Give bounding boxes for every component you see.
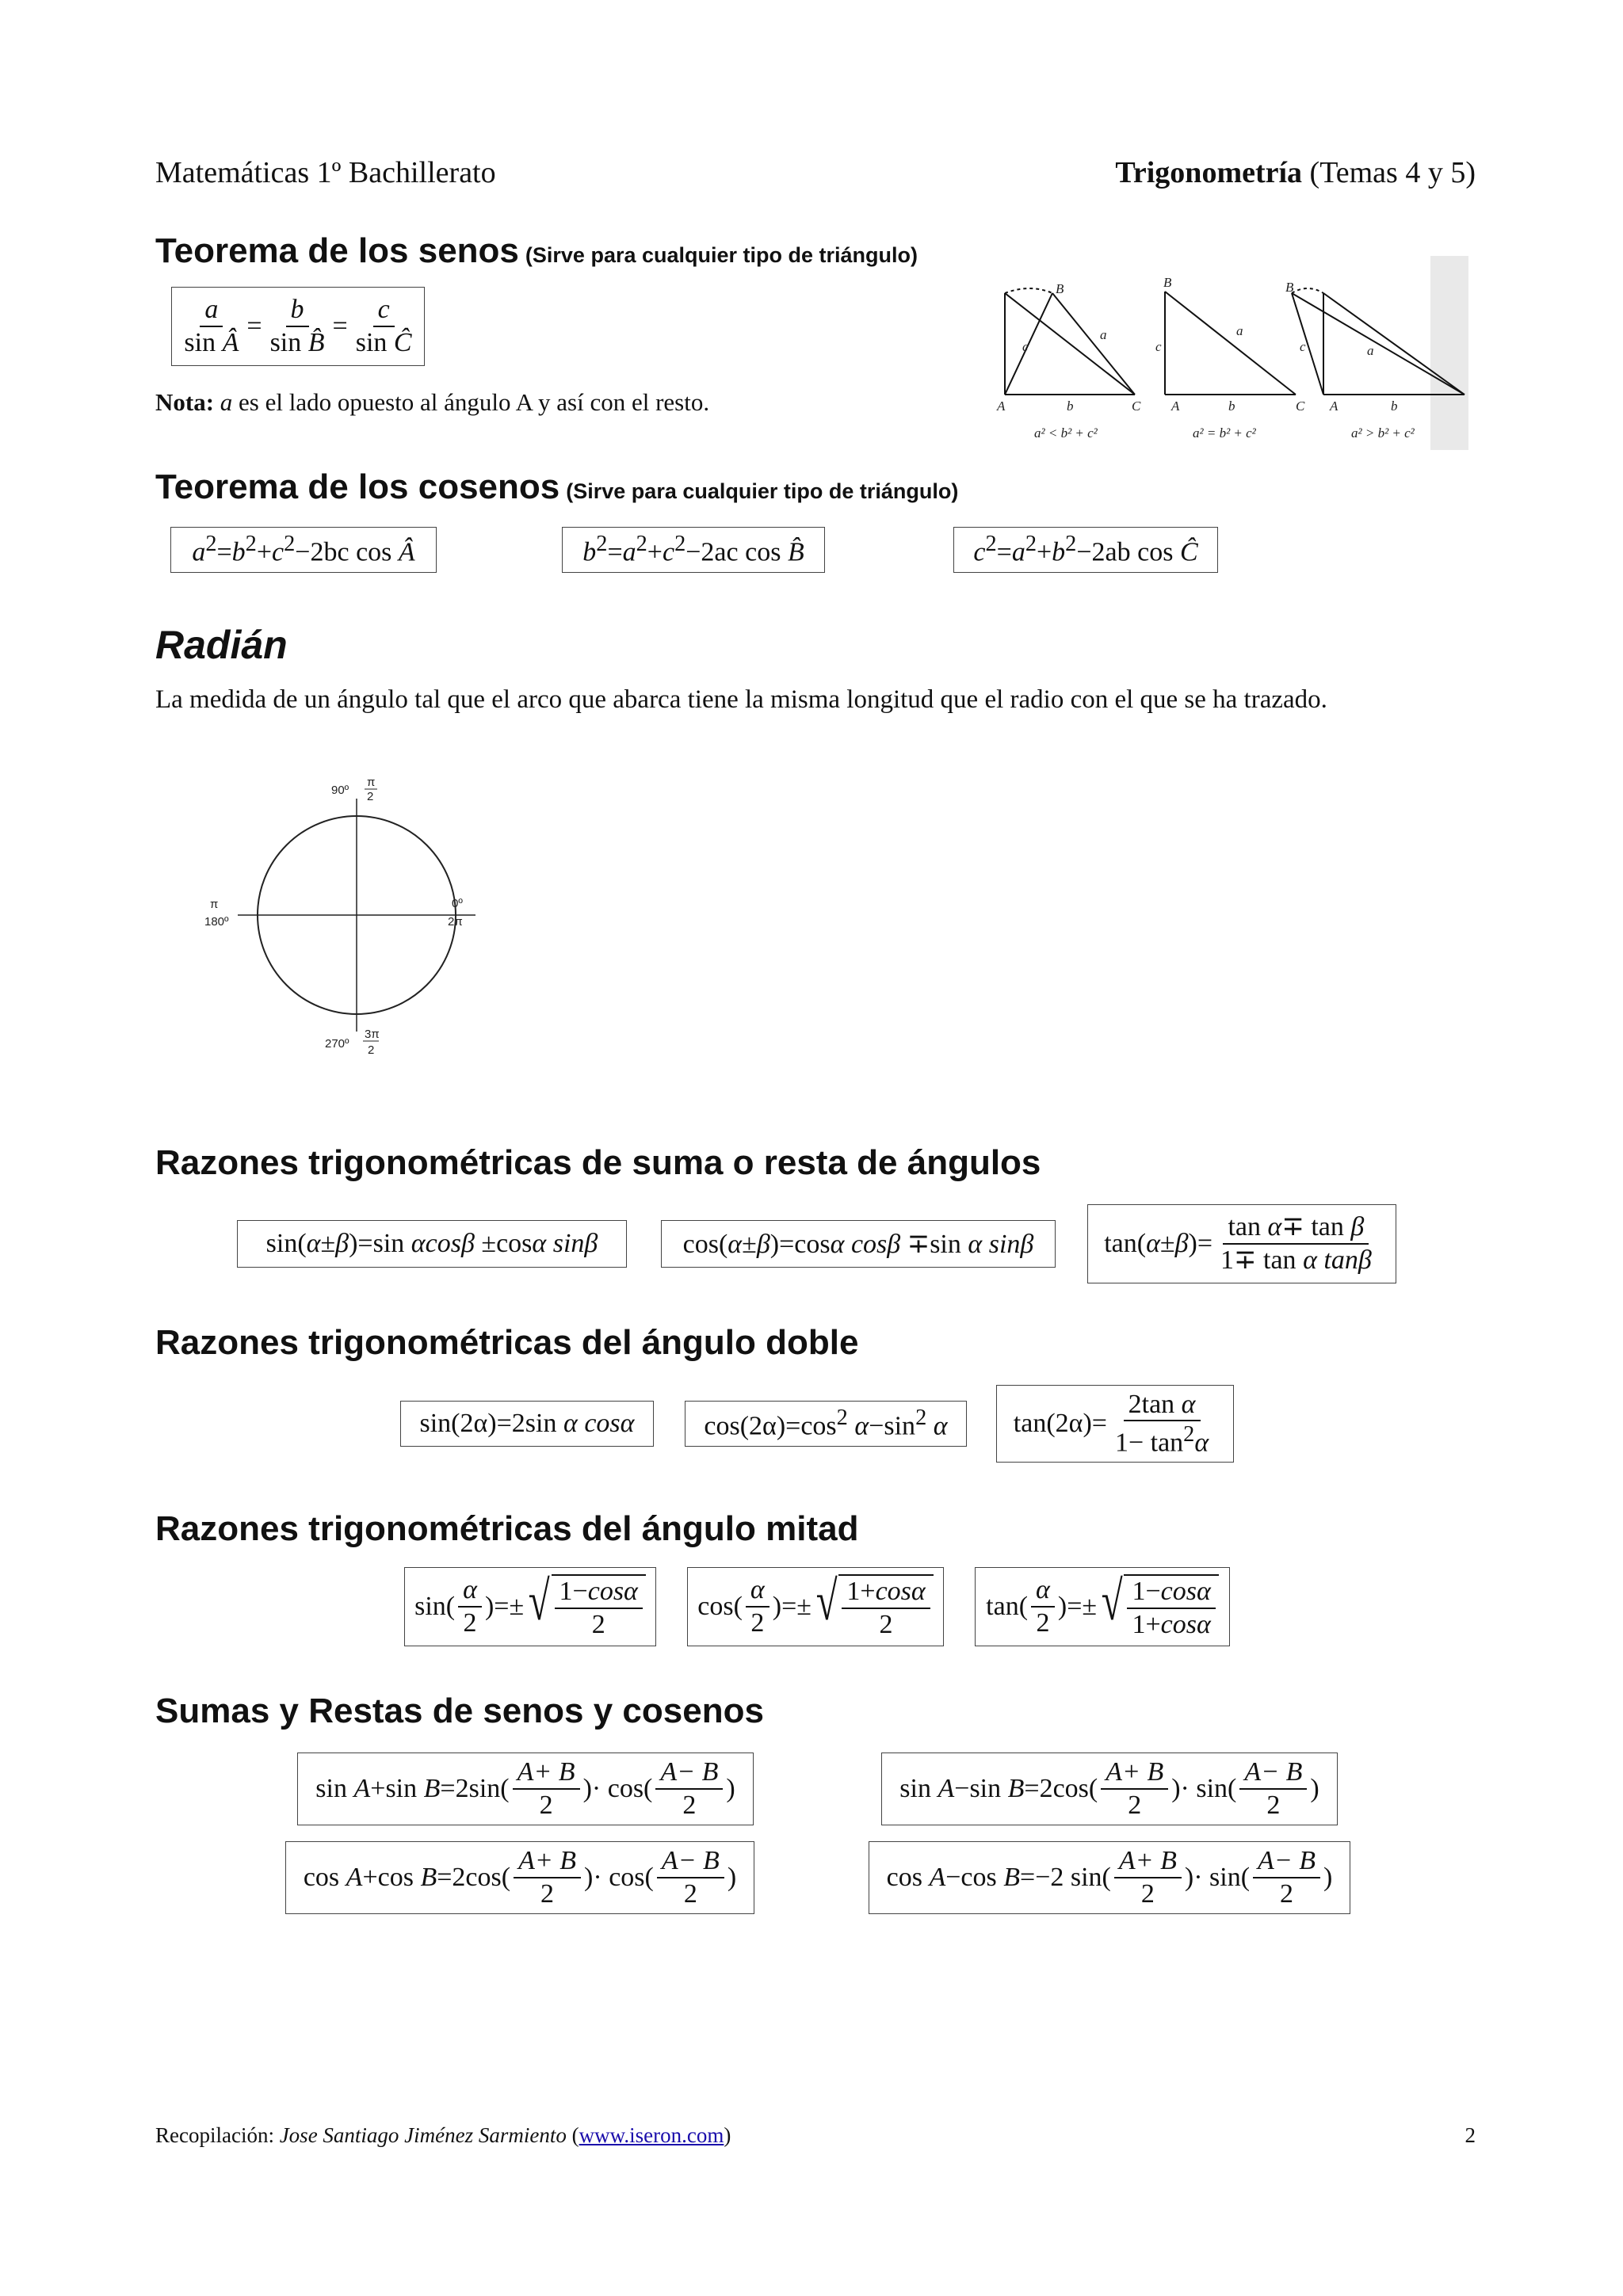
triangles-figure [991,252,1470,454]
section-title-radian: Radián [155,623,288,667]
footer-author: Jose Santiago Jiménez Sarmiento [279,2123,567,2147]
formula-cosA-plus-cosB: cos A+cos B=2cos( $\frac{A+ B}{2}$ )· cos( $\frac{A- B}{2}$ ) [285,1841,754,1914]
circle-label-2pi: 2π [448,915,463,929]
header-topics: (Temas 4 y 5) [1302,156,1476,189]
section-title-doble: Razones trigonométricas del ángulo doble [155,1323,859,1362]
formula-tan-half: tan( $\frac{\alpha}{2}$ )=± √ $\frac{1-\cos\alpha}{1+\cos\alpha}$ [975,1567,1230,1646]
section-title-sumas-restas: Sumas y Restas de senos y cosenos [155,1691,764,1730]
page-number: 2 [1465,2123,1476,2147]
formula-tan-double: tan(2α)= $\frac{\text{2tan α}}{1- \tan^2\alpha}$ [996,1385,1234,1463]
unit-circle-figure [190,769,531,1062]
tri3-label-a: a [1367,343,1374,358]
senos-title: Teorema de los senos [155,231,519,270]
nota-text: es el lado opuesto al ángulo A y así con el resto. [232,388,710,416]
footer-prefix: Recopilación: [155,2123,280,2147]
formula-sin-double: sin(2α)=2sin α cosα [400,1401,654,1447]
circle-label-3pi-half-num: 3π [365,1028,380,1041]
formula-cosA-minus-cosB: cos A−cos B=−2 sin( $\frac{A+ B}{2}$ )· sin( $\frac{A- B}{2}$ ) [869,1841,1350,1914]
radian-definition: La medida de un ángulo tal que el arco que abarca tiene la misma longitud que el radio con el que se ha trazado. [155,685,1327,714]
section-title-cosenos [155,467,958,507]
tri2-caption: a² = b² + c² [1193,425,1256,441]
cosenos-title: Teorema de los cosenos [155,467,560,506]
circle-label-3pi-half-den: 2 [368,1043,375,1057]
formula-sinA-minus-sinB: sin A−sin B=2cos( $\frac{A+ B}{2}$ )· sin( $\frac{A- B}{2}$ ) [881,1753,1338,1825]
circle-label-0deg: 0º [452,897,463,910]
formula-sinA-plus-sinB: sin A+sin B=2sin( $\frac{A+ B}{2}$ )· cos( $\frac{A- B}{2}$ ) [297,1753,754,1825]
circle-label-pi: π [210,898,219,911]
formula-cosine-b: $b^2=a^2+c^2-2ac$ cos B̂ [562,527,825,573]
nota-label: Nota: [155,388,215,416]
tri1-label-b: b [1067,399,1074,414]
senos-subtitle: (Sirve para cualquier tipo de triángulo) [525,243,918,267]
circle-label-pi-half-den: 2 [367,790,374,803]
tri1-label-c: c [1022,339,1029,354]
section-title-suma: Razones trigonométricas de suma o resta de ángulos [155,1143,1041,1182]
header-left: Matemáticas 1º Bachillerato [155,156,496,189]
cosenos-subtitle: (Sirve para cualquier tipo de triángulo) [566,479,959,503]
tri3-label-c: c [1300,339,1306,354]
formula-tan-sum: tan(α±β)= $\frac{\text{tan α∓ tan β}}{\text{1∓ tan α tanβ}}$ [1087,1204,1396,1283]
circle-label-90deg: 90º [331,784,349,797]
header-right [1115,155,1476,190]
tri2-label-C: C [1296,399,1305,414]
tri2-label-A: A [1171,399,1180,414]
tri1-label-A: A [997,399,1006,414]
tri1-label-C: C [1132,399,1141,414]
footer-paren-close: ) [724,2123,731,2147]
footer-credit [155,2123,731,2148]
section-title-senos [155,231,918,271]
formula-cos-sum: cos(α±β)=cosα cosβ ∓sin α sinβ [661,1220,1056,1268]
formula-sin-sum: sin(α±β)=sin αcosβ ±cosα sinβ [237,1220,627,1268]
tri3-label-A: A [1330,399,1338,414]
tri3-label-B: B [1285,280,1294,295]
tri1-label-B: B [1056,281,1064,296]
tri3-caption: a² > b² + c² [1351,425,1415,441]
footer-website-link[interactable]: www.iseron.com [579,2123,724,2147]
section-title-mitad: Razones trigonométricas del ángulo mitad [155,1509,859,1548]
nota-var: a [220,388,233,416]
formula-cosine-c: $c^2=a^2+b^2-2ab$ cos Ĉ [953,527,1218,573]
tri3-label-b: b [1391,399,1398,414]
formula-sin-half: sin( $\frac{\alpha}{2}$ )=± √ $\frac{1-\cos\alpha}{2}$ [404,1567,656,1646]
footer-paren-open: ( [566,2123,579,2147]
formula-cos-half: cos( $\frac{\alpha}{2}$ )=± √ $\frac{1+\cos\alpha}{2}$ [687,1567,944,1646]
tri1-caption: a² < b² + c² [1034,425,1098,441]
formula-cosine-a: $a^2=b^2+c^2-2bc$ cos Â [170,527,437,573]
tri2-label-b: b [1228,399,1235,414]
circle-label-180deg: 180º [204,915,229,929]
formula-law-of-sines: $\frac{a}{\text{sin Â}}$ = $\frac{b}{\text{sin B̂}}$ = $\frac{c}{\text{sin Ĉ}}$ [171,287,425,366]
tri2-label-B: B [1163,275,1172,290]
tri2-label-a: a [1236,323,1243,338]
circle-label-pi-half-num: π [367,776,376,789]
circle-label-270deg: 270º [325,1037,349,1051]
formula-cos-double: $\cos(2\alpha)=\cos^2$ $\alpha-\sin^2$ α [685,1401,967,1447]
header-subject: Trigonometría [1115,156,1303,189]
tri2-label-c: c [1155,339,1162,354]
tri1-label-a: a [1100,327,1107,342]
nota-senos [155,388,709,417]
